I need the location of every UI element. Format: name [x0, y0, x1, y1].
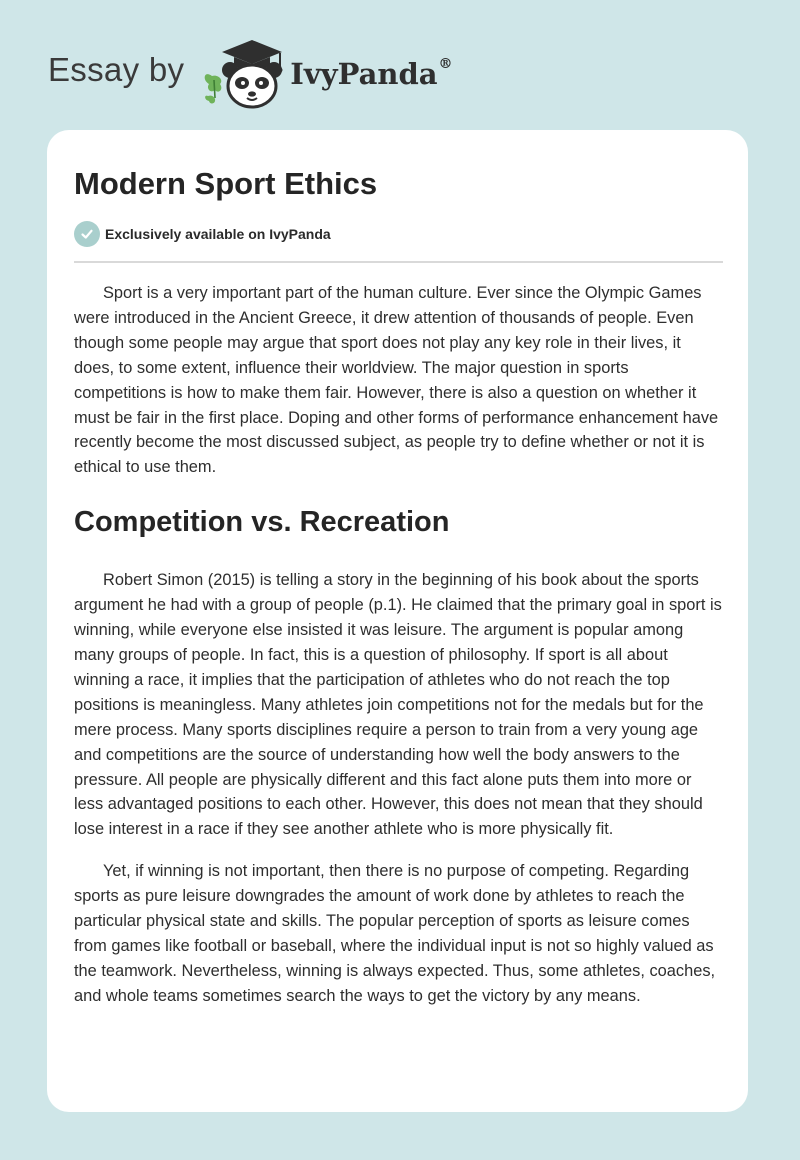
divider: [74, 261, 723, 263]
section-heading: Competition vs. Recreation: [74, 506, 450, 539]
paragraph-body: Robert Simon (2015) is telling a story in the beginning of his book about the sports argument he had with a group of people (p.1). He claimed that the primary goal in sport is winning, while everyone else insisted it was leisure. The argument is popular among many groups of people. In fact, this is a question of philosophy. If sport is all about winning a race, it implies that the participation of athletes who do not reach the top positions is meaningless. Many athletes join competitions not for the medals but for the mere process. Many sports disciplines require a person to train from a very young age and competitions are the source of understanding how well the body answers to the pressure. All people are physically different and this fact alone puts them into more or less advantaged positions to each other. However, this does not mean that they should lose interest in a race if they see another athlete who is more physically fit.: [74, 571, 722, 839]
panda-graduation-cap-icon: [196, 36, 288, 110]
brand-name: IvyPanda®: [290, 55, 453, 91]
site-header: [48, 36, 453, 110]
essay-by-label: Essay by: [48, 51, 185, 88]
ivy-leaf-icon: [205, 74, 222, 103]
paragraph-body: Yet, if winning is not important, then there is no purpose of competing. Regarding sports as pure leisure downgrades the amount of work done by athletes to reach the particular physical state and skills. The popular perception of sports as leisure comes from games like football or baseball, where the individual input is not so highly valued as the teamwork. Nevertheless, winning is always expected. Thus, some athletes, coaches, and whole teams sometimes search the ways to get the victory by any means.: [74, 862, 716, 1005]
paragraph-intro: Sport is a very important part of the human culture. Ever since the Olympic Games were introduced in the Ancient Greece, it drew attention of thousands of people. Even though some people may argue that sport does not play any key role in their lives, it does, to some extent, influence their worldview. The major question in sports competitions is how to make them fair. However, there is also a question on whether it must be fair in the first place. Doping and other forms of performance enhancement have recently become the most discussed subject, as people try to define whether or not it is ethical to use them.: [74, 284, 719, 477]
page-title: Modern Sport Ethics: [74, 166, 378, 201]
exclusive-badge-label: Exclusively available on IvyPanda: [105, 226, 331, 242]
exclusive-badge: [74, 221, 722, 247]
checkmark-icon: [74, 221, 100, 247]
ivypanda-logo[interactable]: [196, 36, 452, 110]
essay-card: [47, 130, 748, 1112]
